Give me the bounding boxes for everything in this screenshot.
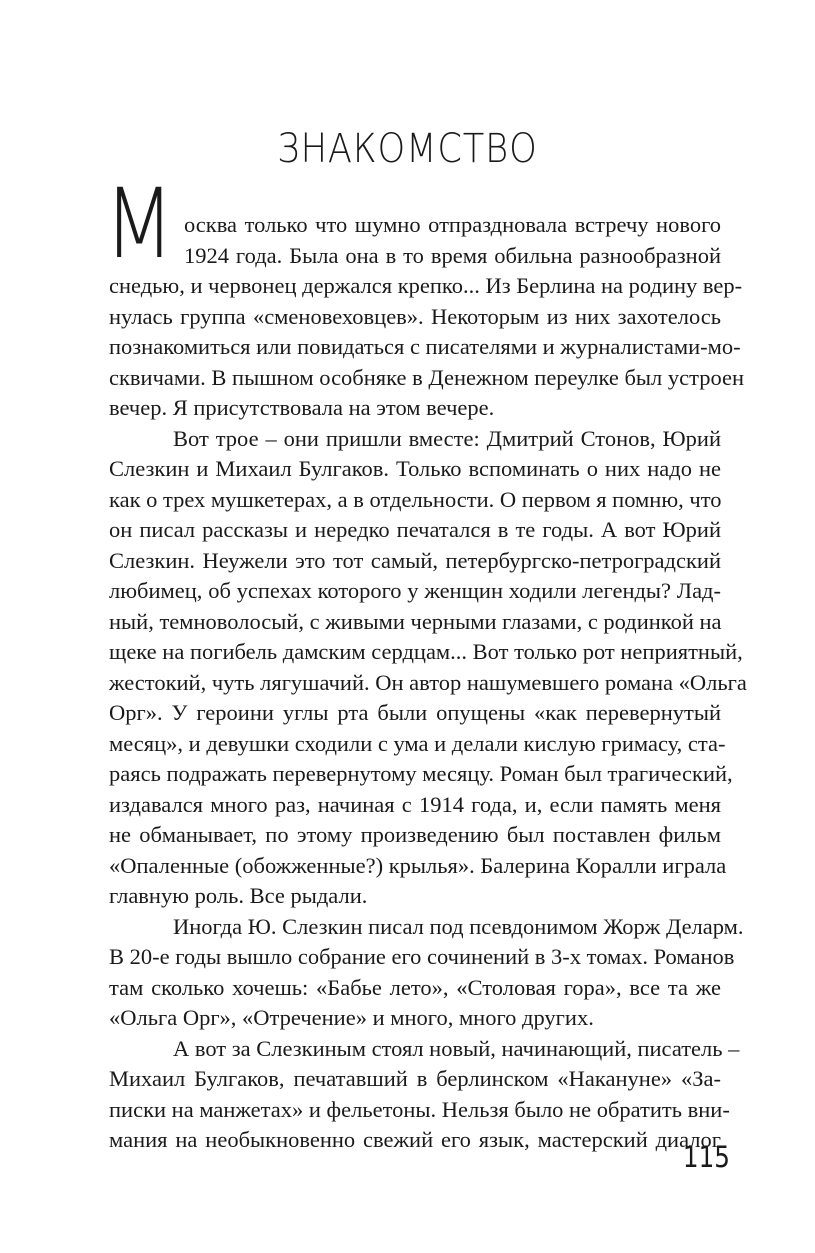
text-line: главную роль. Все рыдали. [109,883,368,908]
text-line: ный, темноволосый, с живыми черными глазами, с родинкой на [109,608,722,634]
text-line: любимец, об успехах которого у женщин ходили легенды? Лад- [109,578,721,603]
text-line: Иногда Ю. Слезкин писал под псевдонимом Жорж Деларм. [173,913,744,939]
text-line: писки на манжетах» и фельетоны. Нельзя было не обратить вни- [109,1096,730,1122]
text-line: жестокий, чуть лягушачий. Он автор нашумевшего романа «Ольга [109,669,747,695]
text-line: снедью, и червонец держался крепко... Из Берлина на родину вер- [109,273,743,298]
text-line: Орг». У героини углы рта были опущены «как перевернутый [109,700,721,725]
text-line: щеке на погибель дамским сердцам... Вот только рот неприятный, [109,639,743,664]
text-line: мания на необыкновенно свежий его язык, мастерский диалог [109,1127,721,1152]
text-line: «Опаленные (обожженные?) крылья». Балерина Коралли играла [109,852,727,878]
text-line: не обманывает, по этому произведению был поставлен фильм [109,822,721,847]
text-line: Слезкин и Михаил Булгаков. Только вспоминать о них надо не [109,456,721,481]
text-line: там сколько хочешь: «Бабье лето», «Столовая гора», все та же [109,974,721,1000]
body-text [109,210,747,1156]
text-line: Вот трое – они пришли вместе: Дмитрий Стонов, Юрий [173,425,721,451]
text-line: А вот за Слезкиным стоял новый, начинающий, писатель – [173,1035,740,1061]
chapter-title: ЗНАКОМСТВО [277,126,538,172]
text-line: месяц», и девушки сходили с ума и делали кислую гримасу, ста- [109,730,726,756]
text-line: Михаил Булгаков, печатавший в берлинском «Накануне» «За- [109,1066,721,1091]
text-line: вечер. Я присутствовала на этом вечере. [109,395,495,420]
text-line: познакомиться или повидаться с писателями и журналистами-мо- [109,334,741,359]
page-number: 115 [682,1140,730,1174]
text-line: «Ольга Орг», «Отречение» и много, много других. [109,1005,594,1030]
text-line: как о трех мушкетерах, а в отдельности. О первом я помню, что [109,486,722,512]
text-line: Слезкин. Неужели это тот самый, петербургско-петроградский [109,547,721,573]
text-line: нулась группа «сменовеховцев». Некоторым из них захотелось [109,303,721,329]
text-line: В 20-е годы вышло собрание его сочинений в 3-х томах. Романов [109,944,735,969]
drop-cap: М [104,168,175,280]
text-line: сквичами. В пышном особняке в Денежном переулке был устроен [109,364,745,390]
text-line: издавался много раз, начиная с 1914 года, и, если память меня [109,791,721,817]
text-line: 1924 года. Была она в то время обильна разнообразной [184,242,721,268]
text-line: раясь подражать перевернутому месяцу. Роман был трагический, [109,761,733,786]
text-line: он писал рассказы и нередко печатался в те годы. А вот Юрий [109,517,721,542]
text-line: осква только что шумно отпраздновала встречу нового [184,212,721,237]
